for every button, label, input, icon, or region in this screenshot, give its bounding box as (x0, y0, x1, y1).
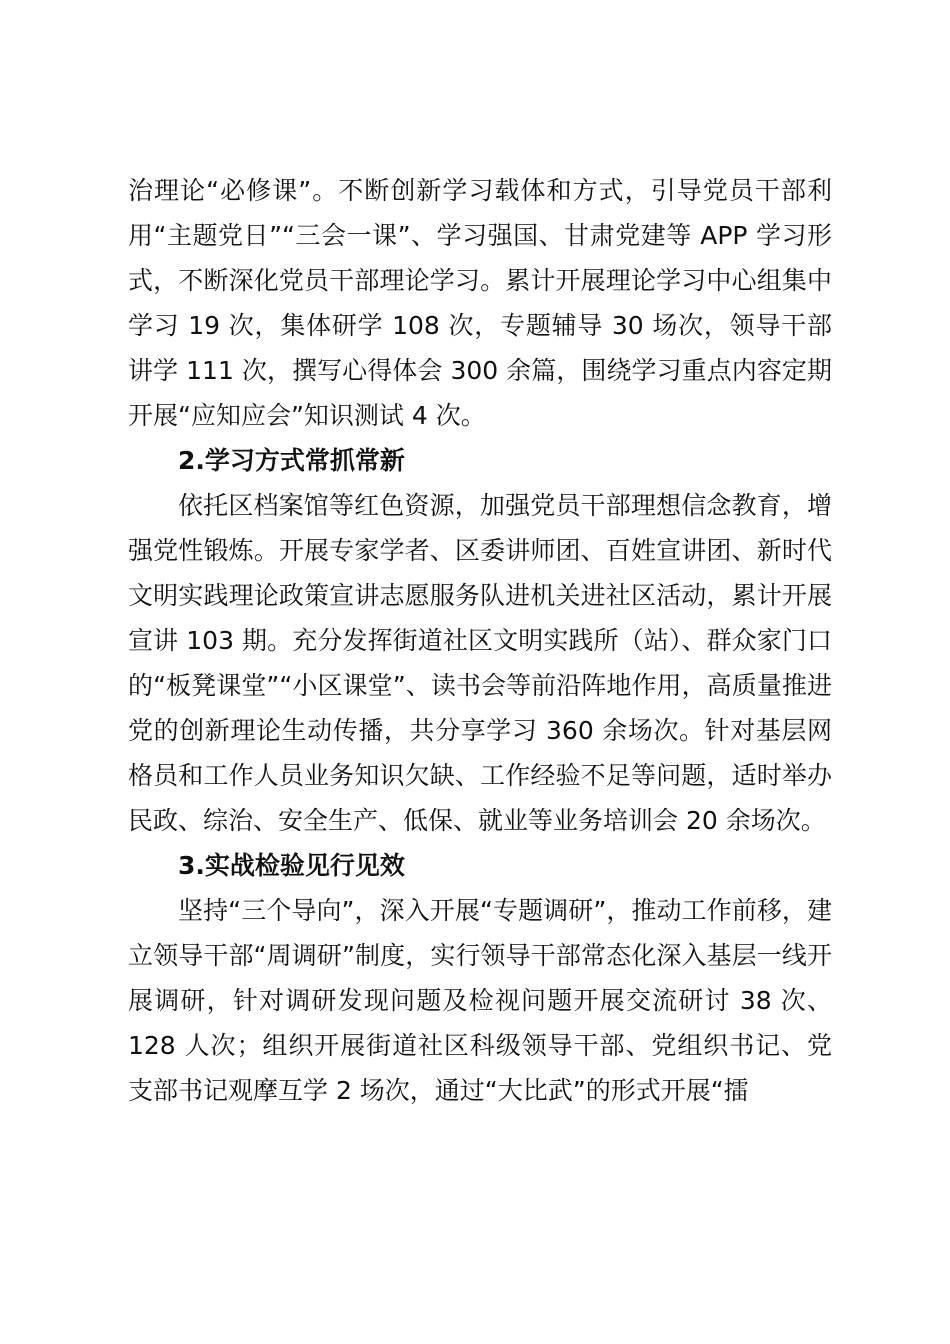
paragraph-red-resources: 依托区档案馆等红色资源，加强党员干部理想信念教育，增强党性锻炼。开展专家学者、区委讲师团、百姓宣讲团、新时代文明实践理论政策宣讲志愿服务队进机关进社区活动，累计开展宣讲 103 期。充分发挥街道社区文明实践所（站）、群众家门口的“板凳课堂”“小区课堂”、读书会等前沿阵地作用，高质量推进党的创新理论生动传播，共分享学习 360 余场次。针对基层网格员和工作人员业务知识欠缺、工作经验不足等问题，适时举办民政、综治、安全生产、低保、就业等业务培训会 20 余场次。 (128, 491, 832, 835)
heading-practical-test: 3.实战检验见行见效 (178, 851, 405, 880)
document-body (128, 168, 832, 1113)
heading-study-methods: 2.学习方式常抓常新 (178, 446, 405, 475)
paragraph-three-orientations: 坚持“三个导向”，深入开展“专题调研”，推动工作前移，建立领导干部“周调研”制度，实行领导干部常态化深入基层一线开展调研，针对调研发现问题及检视问题开展交流研讨 38 次、128 人次；组织开展街道社区科级领导干部、党组织书记、党支部书记观摩互学 2 场次，通过“大比武”的形式开展“擂 (128, 896, 832, 1105)
paragraph-study-carriers: 治理论“必修课”。不断创新学习载体和方式，引导党员干部利用“主题党日”“三会一课”、学习强国、甘肃党建等 APP 学习形式，不断深化党员干部理论学习。累计开展理论学习中心组集中学习 19 次，集体研学 108 次，专题辅导 30 场次，领导干部讲学 111 次，撰写心得体会 300 余篇，围绕学习重点内容定期开展“应知应会”知识测试 4 次。 (128, 176, 832, 430)
